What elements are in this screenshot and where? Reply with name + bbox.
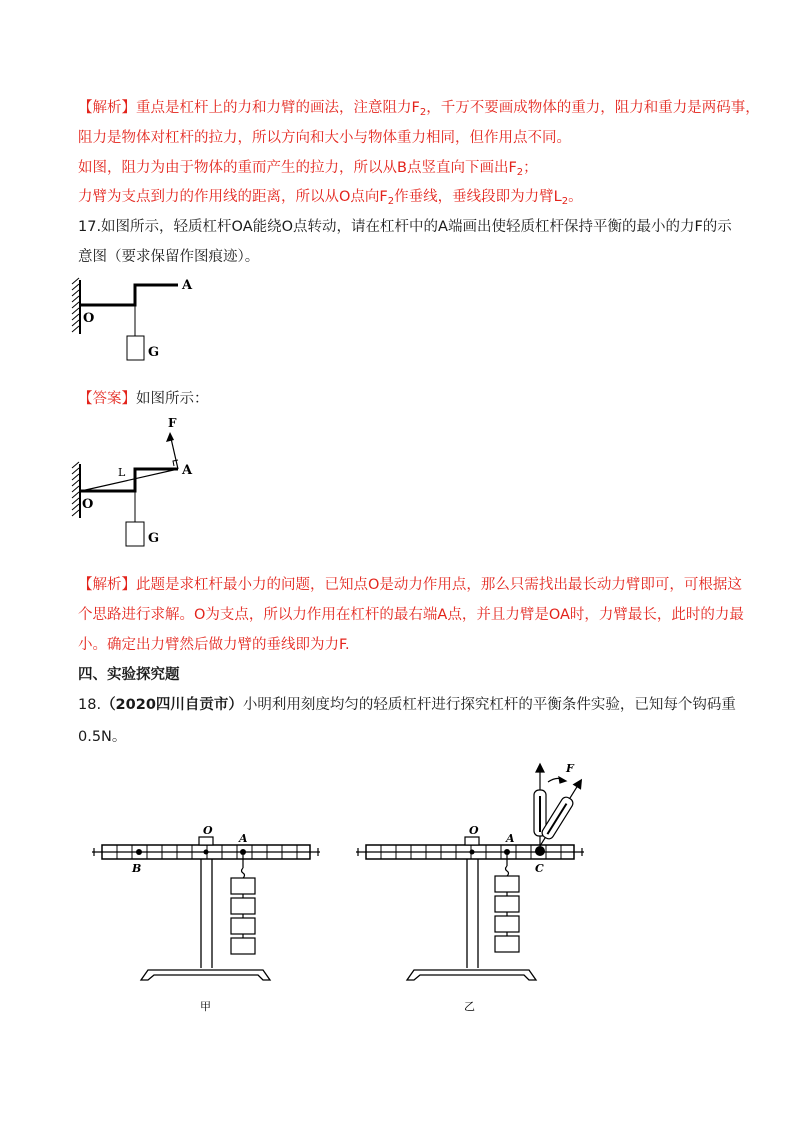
- q18-line2: 0.5N。: [78, 729, 127, 745]
- analysis2-line1: 【解析】此题是求杠杆最小力的问题，已知点O是动力作用点，那么只需找出最长动力臂即可，可根据这: [78, 577, 742, 593]
- analysis1-line1: [78, 98, 760, 123]
- point-B: [136, 849, 142, 855]
- pivot-point: [204, 850, 209, 855]
- label-F: F: [168, 416, 177, 430]
- pivot-cap: [199, 837, 213, 845]
- lever-bar: [81, 285, 178, 305]
- point-A: [240, 849, 246, 855]
- analysis1-line4-text-end: 。: [568, 189, 583, 205]
- q18-text: 小明利用刻度均匀的轻质杠杆进行探究杠杆的平衡条件实验，已知每个钩码重: [242, 697, 736, 713]
- subscript: 2: [516, 167, 524, 178]
- q18-line1: [78, 695, 736, 715]
- weight-block: [127, 336, 144, 360]
- analysis1-line4-text: 力臂为支点到力的作用线的距离，所以从O点向F: [78, 189, 388, 205]
- arm-L-line: [81, 469, 178, 491]
- pivot-point: [470, 850, 475, 855]
- section4-title: 四、实验探究题: [78, 667, 180, 683]
- subscript: 2: [387, 196, 395, 207]
- q17-lever-figure: [70, 272, 200, 372]
- label-O: O: [469, 824, 479, 837]
- analysis1-line4-text-mid: 作垂线，垂线段即为力臂L: [394, 189, 562, 205]
- analysis1-line1-text-end: ，千万不要画成物体的重力，阻力和重力是两码事，: [426, 100, 760, 116]
- answer-text: 如图所示：: [136, 391, 209, 407]
- q17-line2: 意图（要求保留作图痕迹）。: [78, 249, 260, 265]
- pivot-cap: [465, 837, 479, 845]
- subscript: 2: [561, 196, 569, 207]
- q17-line1: 17.如图所示，轻质杠杆OA能绕O点转动，请在杠杆中的A端画出使轻质杠杆保持平衡的最小的力F的示: [78, 219, 732, 235]
- figure-jia: [88, 818, 338, 1018]
- caption-jia: 甲: [200, 1000, 211, 1013]
- hooked-weights: [495, 855, 519, 952]
- analysis1-line2: 阻力是物体对杠杆的拉力，所以方向和大小与物体重力相同，但作用点不同。: [78, 130, 571, 146]
- q18-number: 18.: [78, 697, 102, 713]
- wall-hatch: [72, 462, 80, 518]
- answer-tag: 【答案】: [78, 391, 136, 407]
- label-C: C: [535, 862, 544, 875]
- analysis1-line3: [78, 158, 538, 183]
- analysis1-line3-text-end: ；: [523, 160, 538, 176]
- answer17-figure: [70, 412, 210, 557]
- wall-hatch: [72, 278, 80, 334]
- weight-block: [126, 522, 144, 546]
- label-B: B: [132, 862, 142, 875]
- label-A: A: [182, 463, 193, 478]
- figure-yi: [352, 752, 602, 1027]
- q18-source: （2020四川自贡市）: [101, 697, 243, 713]
- label-G: G: [148, 345, 160, 360]
- label-A: A: [506, 832, 515, 845]
- force-F-arrowhead: [166, 432, 174, 442]
- hooked-weights: [231, 855, 255, 954]
- label-A: A: [239, 832, 248, 845]
- label-O: O: [203, 824, 213, 837]
- label-O: O: [82, 497, 94, 512]
- caption-yi: 乙: [464, 1000, 475, 1013]
- answer17-line: [78, 389, 209, 409]
- analysis2-line3: 小。确定出力臂然后做力臂的垂线即为力F.: [78, 637, 350, 653]
- label-F: F: [566, 762, 574, 775]
- point-C: [535, 846, 545, 856]
- point-A: [504, 849, 510, 855]
- analysis1-line1-text: 【解析】重点是杠杆上的力和力臂的画法，注意阻力F: [78, 100, 420, 116]
- label-G: G: [148, 531, 160, 546]
- subscript: 2: [419, 107, 427, 118]
- analysis1-line3-text: 如图，阻力为由于物体的重而产生的拉力，所以从B点竖直向下画出F: [78, 160, 517, 176]
- label-L: L: [118, 466, 126, 479]
- spring-scales: [534, 764, 586, 849]
- analysis2-line2: 个思路进行求解。O为支点，所以力作用在杠杆的最右端A点，并且力臂是OA时，力臂最长，此时的力最: [78, 607, 744, 623]
- analysis1-line4: [78, 187, 583, 212]
- label-O: O: [83, 311, 95, 326]
- label-A: A: [182, 278, 193, 293]
